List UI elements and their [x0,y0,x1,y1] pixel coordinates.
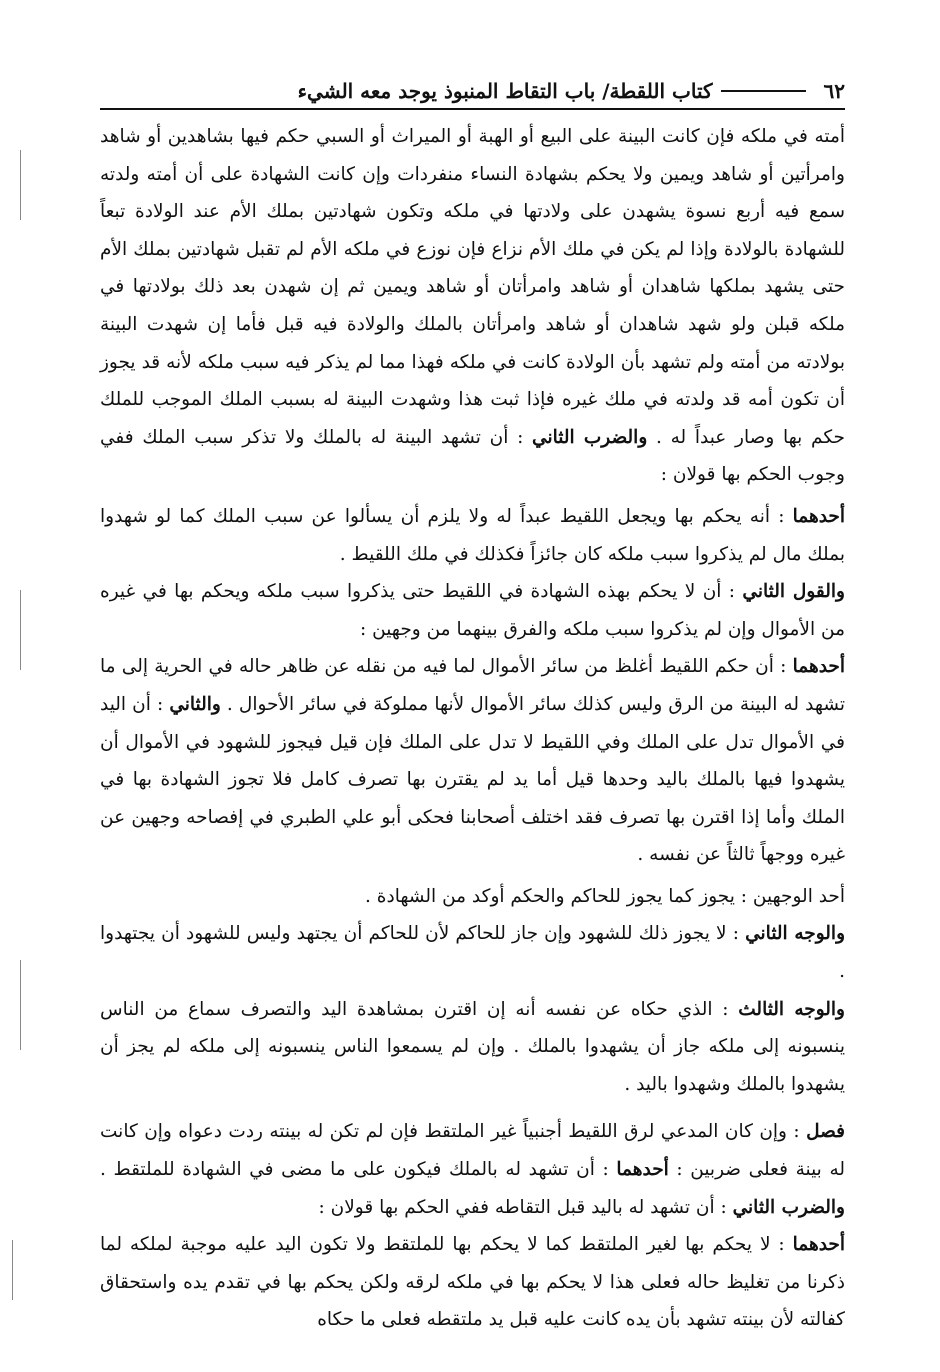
text-run-bold: والضرب الثاني [532,426,648,448]
running-header [100,74,845,110]
header-title: كتاب اللقطة/ باب التقاط المنبوذ يوجد معه الشيء [297,79,713,103]
text-run: : أن تشهد له بالملك فيكون على ما مضى في الشهادة للملتقط . [100,1159,617,1181]
text-run: : أن تشهد له باليد قبل التقاطه ففي الحكم بها قولان : [318,1196,733,1218]
text-run: : الذي حكاه عن نفسه أنه إن اقترن بمشاهدة اليد والتصرف سماع من الناس ينسبونه إلى ملكه جاز أن يشهدوا بالملك . وإن لم يسمعوا الناس ينسبونه إلى ملكه لم يجز أن يشهدوا بالملك وشهدوا باليد . [100,998,845,1095]
text-run: : أن اليد في الأموال تدل على الملك وفي اللقيط لا تدل على الملك فإن قيل فيجوز للشهود في الأموال أن يشهدوا فيها بالملك باليد وحدها قيل أما يد لم يقترن بها تصرف كامل فلا تجوز الشهادة بها في الملك وأما إذا اقترن بها تصرف فقد اختلف أصحابنا فحكى أبو علي الطبري في إفصاحه وجهين عن غيره ووجهاً ثالثاً عن نفسه . [100,693,845,866]
text-run-bold: والثاني [169,693,221,715]
text-run: أحد الوجهين : يجوز كما يجوز للحاكم والحكم أوكد من الشهادة . [365,885,845,907]
text-run-bold: أحدهما [792,505,845,527]
text-run: : أنه يحكم بها ويجعل اللقيط عبداً له ولا يلزم أن يسألوا عن سبب الملك كما لو شهدوا بملك مال لم يذكروا سبب ملكه كان جائزاً فكذلك في ملك اللقيط . [100,505,845,565]
text-run-bold: أحدهما [792,1234,845,1256]
paragraph [100,648,845,874]
margin-mark [20,150,21,220]
text-run: : أن حكم اللقيط أغلظ من سائر الأموال لما فيه من نقله عن ظاهر حاله في الحرية إلى ما تشهد له البينة من الرق وليس كذلك سائر الأموال لأنها مملوكة في سائر الأحوال . [100,656,845,715]
page-number: ٦٢ [823,79,845,103]
paragraph [100,878,845,916]
paragraph [100,498,845,573]
margin-mark [20,590,21,670]
body-text [100,118,845,1339]
text-run-bold: والقول الثاني [742,581,845,603]
text-run-bold: والوجه الثالث [738,998,845,1020]
text-run-bold: أحدهما [616,1159,669,1181]
text-run-bold: أحدهما [792,656,845,678]
text-run: أمته في ملكه فإن كانت البينة على البيع أو الهبة أو الميراث أو السبي حكم فيها بشاهدين أو شاهد وامرأتين أو شاهد ويمين ولا يحكم بشهادة النساء منفردات وإن كانت الشهادة على أن أمته ولدته سمع فيه أربع نسوة يشهدن على ولادتها في ملكه وتكون شهادتين بملك الأم عند الولادة تبعاً للشهادة بالولادة وإذا لم يكن في ملك الأم نزاع فإن نوزع في ملكه الأم لم تقبل شهادتين بملك الأم حتى يشهد بملكها شاهدان أو شاهد وامرأتان أو شاهد ويمين ثم إن شهدن بعد ذلك بولادتها في ملكه قبلن ولو شهد شاهدان أو شاهد وامرأتان بالملك والولادة فيه قبل فأما إن شهدت البينة بولادته من أمته ولم تشهد بأن الولادة كانت في ملكه فهذا مما لم يذكر فيه سبب ملكه لأنه قد يجوز أن تكون أمه قد ولدته في ملك غيره فإذا ثبت هذا وشهدت البينة له بسبب الملك الموجب للملك حكم بها وصار عبداً له . [100,126,845,448]
margin-mark [12,1240,13,1300]
text-run: : أن لا يحكم بهذه الشهادة في اللقيط حتى يذكروا سبب ملكه ويحكم بها في غيره من الأموال وإن لم يذكروا سبب ملكه والفرق بينهما من وجهين : [100,581,845,640]
paragraph [100,1113,845,1226]
paragraph [100,573,845,648]
text-run-bold: فصل [806,1121,845,1143]
margin-mark [20,960,21,1050]
text-run: : لا يجوز ذلك للشهود وإن جاز للحاكم لأن للحاكم أن يجتهد وليس للشهود أن يجتهدوا . [100,923,845,983]
text-run: : أن تشهد البينة له بالملك ولا تذكر سبب الملك ففي وجوب الحكم بها قولان : [100,426,845,486]
paragraph [100,915,845,990]
text-run-bold: والضرب الثاني [732,1196,845,1218]
text-run: : لا يحكم بها لغير الملتقط كما لا يحكم بها للملتقط ولا تكون اليد عليه موجبة لملكه لما ذكرنا من تغليظ حاله فعلى هذا لا يحكم بها في ملكه لرقه ولكن يحكم بها في تقدم يده واستحقاق كفالته لأن بينته تشهد بأن يده كانت عليه قبل يد ملتقطه فعلى ما حكاه [100,1234,845,1331]
paragraph [100,991,845,1104]
header-rule [721,90,806,92]
text-run-bold: والوجه الثاني [745,923,845,945]
paragraph [100,1226,845,1339]
text-run: : وإن كان المدعي لرق اللقيط أجنبياً غير الملتقط فإن لم تكن له بينته ردت دعواه وإن كانت له بينة فعلى ضربين : [100,1121,846,1181]
paragraph [100,118,845,494]
